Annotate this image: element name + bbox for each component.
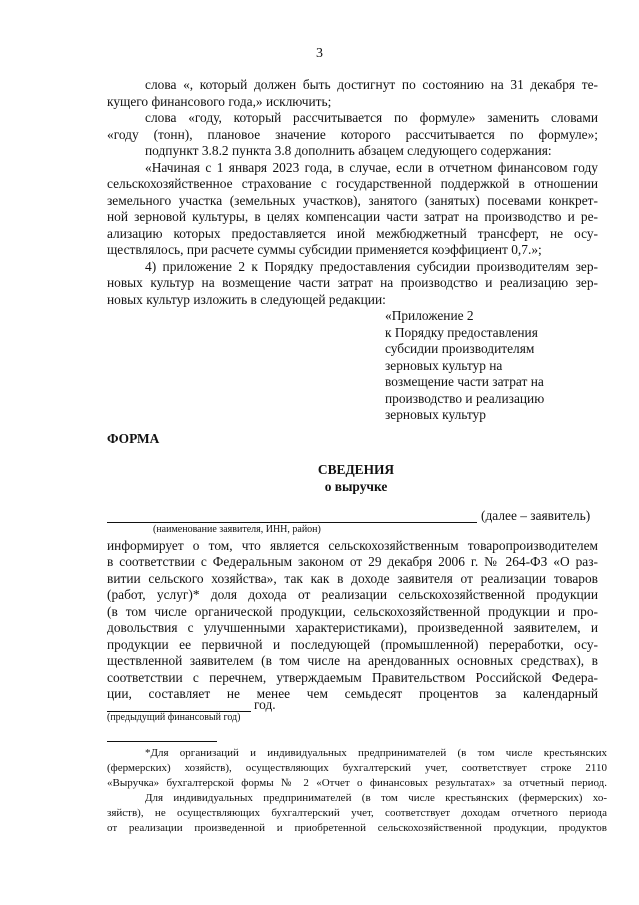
- appendix-line: производство и реализацию: [385, 391, 545, 406]
- appendix-line: зерновых культур на: [385, 358, 503, 373]
- text-line: ализацию которых предоставляется иной межбюджетный трансферт, не осу-: [107, 226, 598, 241]
- text-line: «Начиная с 1 января 2023 года, в случае, если в отчетном финансовом году: [145, 160, 598, 175]
- applicant-suffix: (далее – заявитель): [481, 508, 591, 523]
- form-subtitle: о выручке: [324, 479, 388, 494]
- text-line: новых культур изложить в следующей редакции:: [107, 292, 386, 307]
- appendix-line: к Порядку предоставления: [385, 325, 538, 340]
- text-line: слова «году, который рассчитывается по формуле» заменить словами: [145, 110, 598, 125]
- text-line: ной зерновой культуры, в целях компенсации части затрат на производство и ре-: [107, 209, 598, 224]
- text-line: сельскохозяйственное страхование с государственной поддержкой в отношении: [107, 176, 598, 191]
- text-line: кущего финансового года,» исключить;: [107, 94, 332, 109]
- body-line: ществленной заявителем (в том числе на арендованных основных средствах), в: [107, 653, 598, 668]
- body-line: витии сельского хозяйства», так как в доходе заявителя от реализации товаров: [107, 571, 598, 586]
- footnote-line: Для индивидуальных предпринимателей (в том числе крестьянских (фермерских) хо-: [145, 792, 607, 804]
- footnote-line: зяйств), не осуществляющих бухгалтерский учет, соответствует доходам отчетного периода: [107, 807, 607, 819]
- appendix-line: «Приложение 2: [385, 308, 474, 323]
- text-line: ществлялось, при расчете суммы субсидии применяется коэффициент 0,7.»;: [107, 242, 542, 257]
- text-line: земельного участка (земельных участков), занятого (занятых) посевами конкрет-: [107, 193, 598, 208]
- footnote-line: (фермерских) хозяйств), осуществляющих бухгалтерский учет, соответствует строке 2110: [107, 762, 607, 774]
- footnote-separator: [107, 741, 217, 742]
- text-line: «году (тонн), плановое значение которого рассчитывается по формуле»;: [107, 127, 598, 142]
- body-line: соответствии с перечнем, утверждаемым Правительством Российской Федера-: [107, 670, 598, 685]
- footnote-line: от реализации произведенной и приобретенной сельскохозяйственной продукции, продуктов: [107, 822, 607, 834]
- body-line: в соответствии с Федеральным законом от 29 декабря 2006 г. № 264-ФЗ «О раз-: [107, 554, 598, 569]
- body-line: довольствия с улучшенными характеристиками), произведенной заявителем, и: [107, 620, 598, 635]
- form-label: ФОРМА: [107, 431, 160, 446]
- body-line: (в том числе органической продукции, сельскохозяйственной продукции и про-: [107, 604, 598, 619]
- body-line: ции, составляет не менее чем семьдесят процентов за календарный: [107, 686, 598, 701]
- footnote-line: «Выручка» бухгалтерской формы № 2 «Отчет о финансовых результатах» за отчетный период.: [107, 777, 607, 789]
- appendix-line: зерновых культур: [385, 407, 486, 422]
- text-line: 4) приложение 2 к Порядку предоставления субсидии производителям зер-: [145, 259, 598, 274]
- text-line: подпункт 3.8.2 пункта 3.8 дополнить абзацем следующего содержания:: [145, 143, 552, 158]
- text-line: слова «, который должен быть достигнут по состоянию на 31 декабря те-: [145, 77, 598, 92]
- body-line: продукции ее первичной и последующей (промышленной) переработки, осу-: [107, 637, 598, 652]
- footnote-line: *Для организаций и индивидуальных предпринимателей (в том числе крестьянских: [145, 747, 607, 759]
- body-line: (работ, услуг)* доля дохода от реализации сельскохозяйственной продукции: [107, 587, 598, 602]
- year-suffix: год.: [254, 697, 276, 712]
- year-caption: (предыдущий финансовый год): [107, 712, 241, 723]
- applicant-caption: (наименование заявителя, ИНН, район): [153, 524, 321, 535]
- appendix-line: возмещение части затрат на: [385, 374, 544, 389]
- text-line: новых культур на возмещение части затрат на производство и реализацию зер-: [107, 275, 598, 290]
- applicant-blank: [107, 522, 477, 523]
- appendix-line: субсидии производителям: [385, 341, 535, 356]
- form-title: СВЕДЕНИЯ: [317, 462, 395, 477]
- page-number: 3: [316, 46, 323, 61]
- body-line: информирует о том, что является сельскохозяйственным товаропроизводителем: [107, 538, 598, 553]
